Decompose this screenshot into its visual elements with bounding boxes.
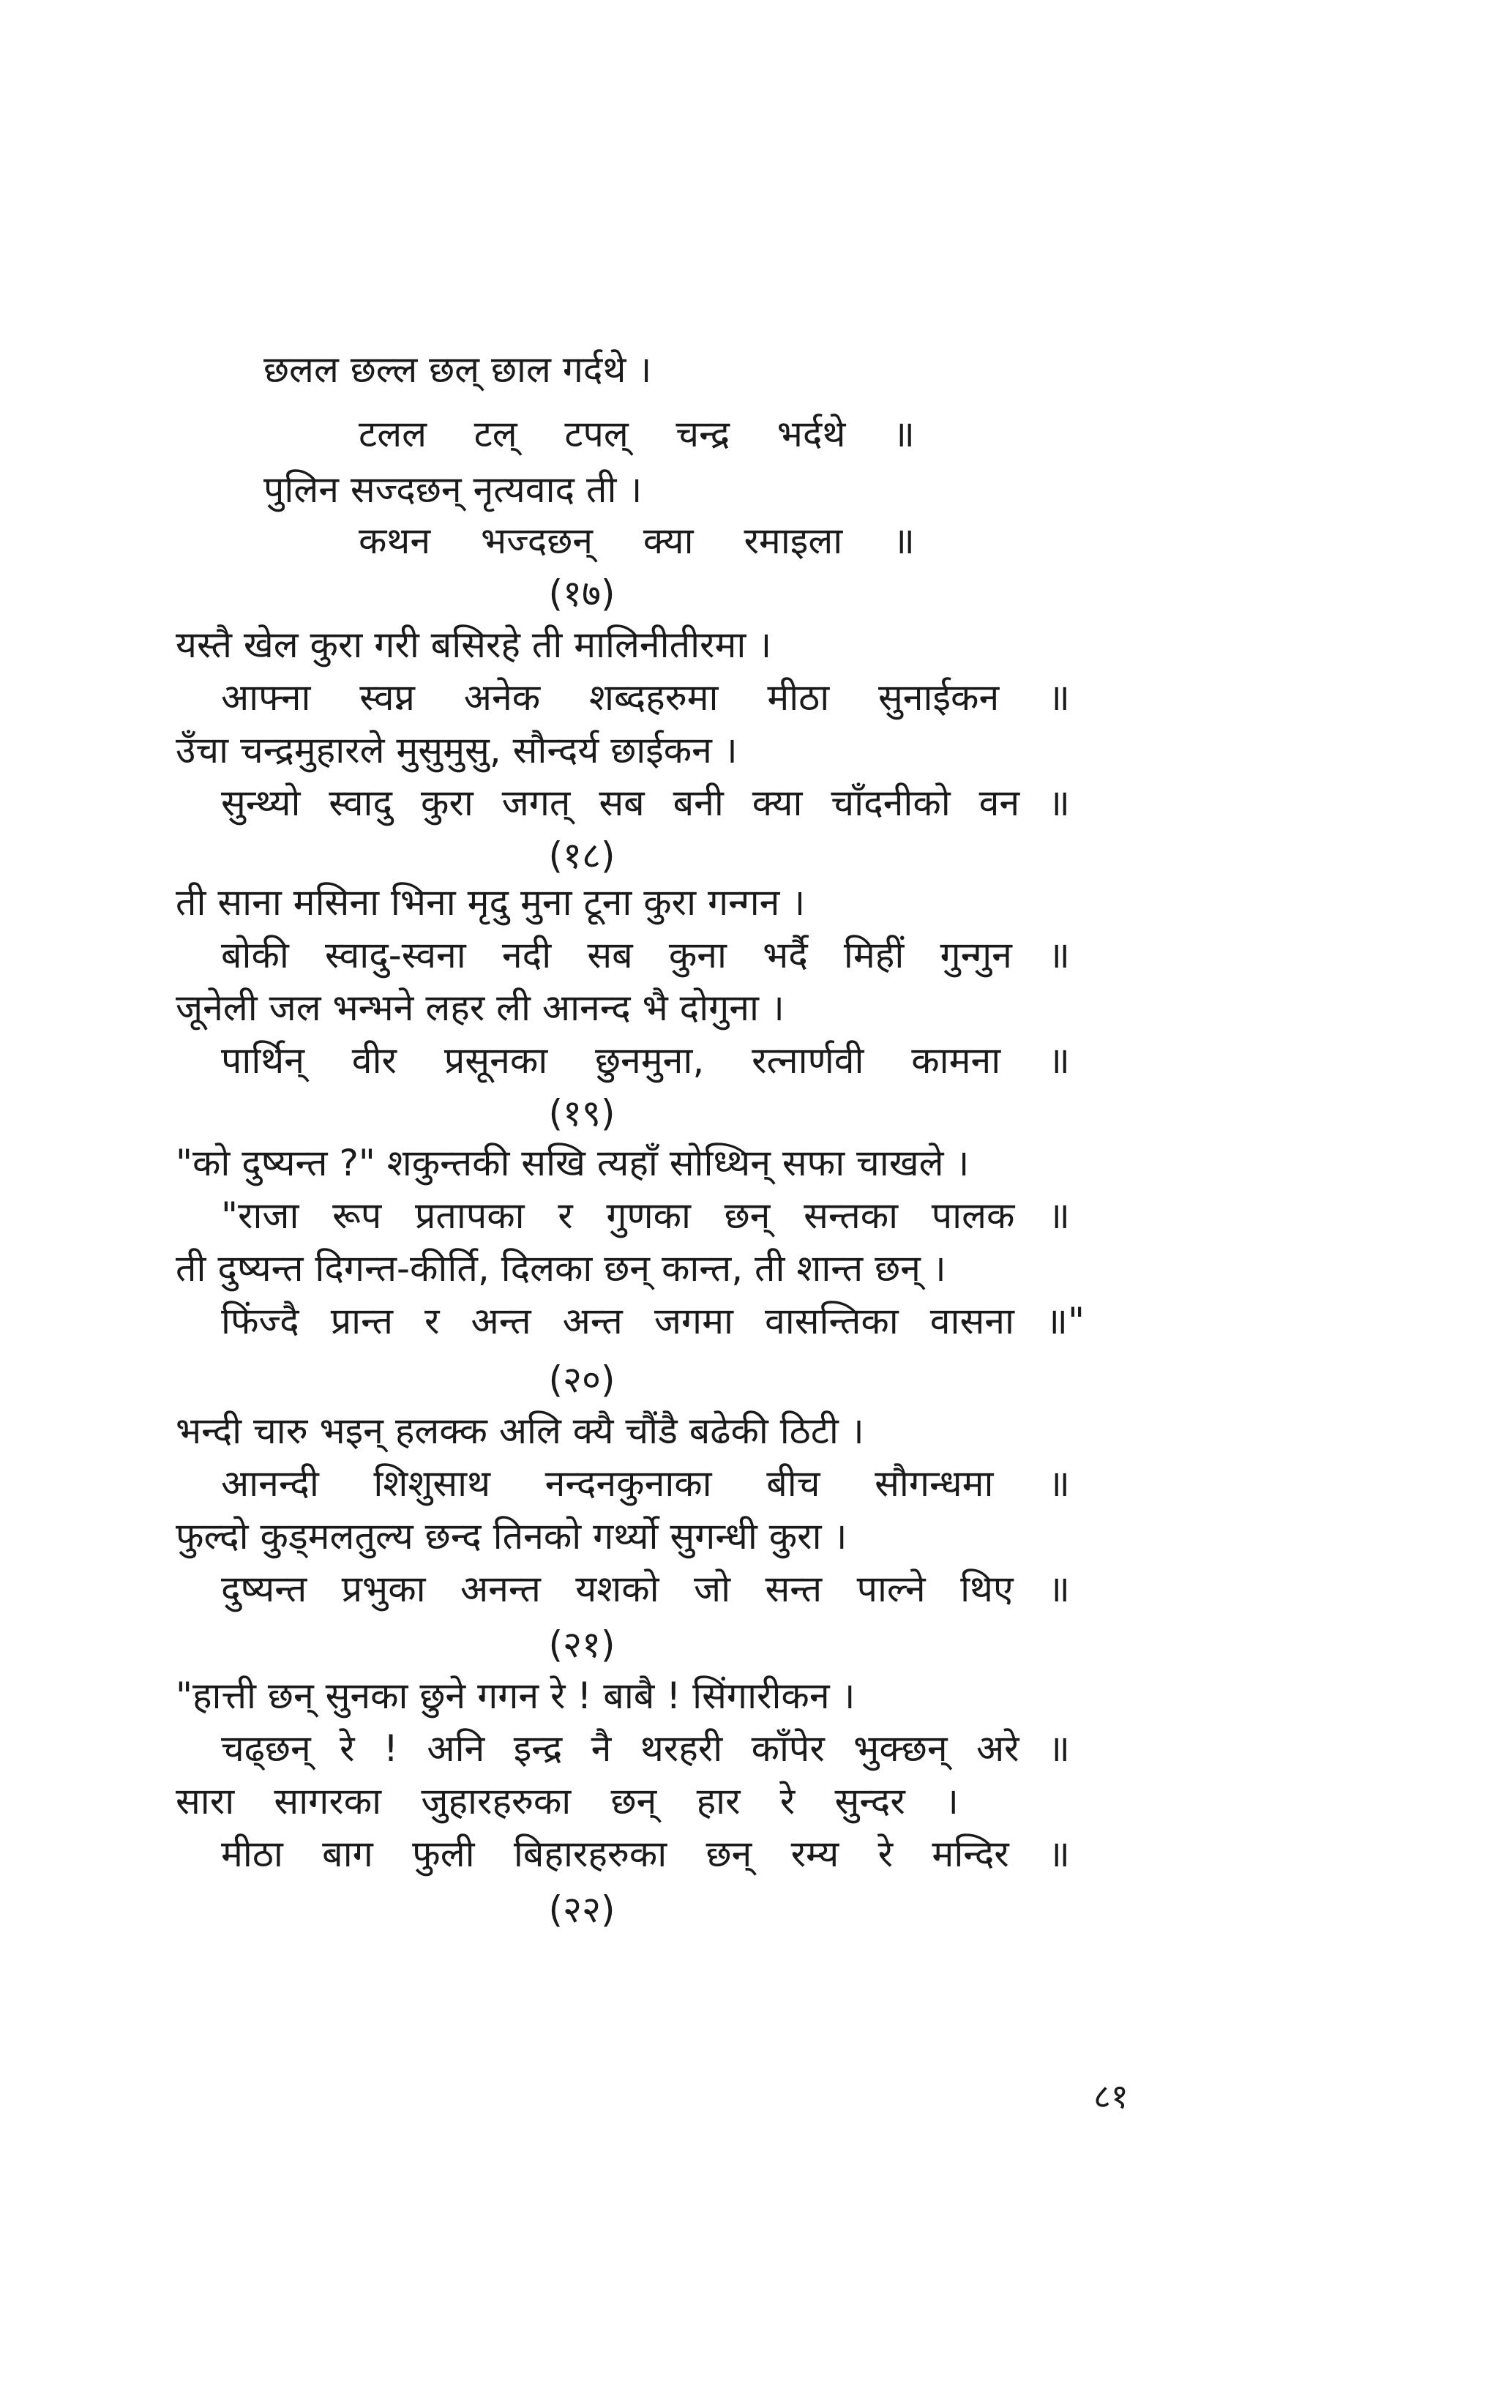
- verse-line: सुन्थ्यो स्वादु कुरा जगत् सब बनी क्या चाँदनीको वन ॥: [221, 782, 1070, 824]
- verse-number: (२०): [548, 1358, 615, 1401]
- verse-line: दुष्यन्त प्रभुका अनन्त यशको जो सन्त पाल्ने थिए ॥: [221, 1568, 1070, 1610]
- verse-line: यस्तै खेल कुरा गरी बसिरहे ती मालिनीतीरमा ।: [176, 624, 772, 666]
- verse-line: सारा सागरका जुहारहरुका छन् हार रे सुन्दर ।: [176, 1780, 959, 1822]
- verse-line: ती दुष्यन्त दिगन्त-कीर्ति, दिलका छन् कान्त, ती शान्त छन् ।: [176, 1247, 946, 1290]
- verse-line: जूनेली जल भन्भने लहर ली आनन्द भै दोगुना ।: [176, 987, 785, 1029]
- verse-line: उँचा चन्द्रमुहारले मुसुमुसु, सौन्दर्य छाईकन ।: [176, 729, 738, 771]
- verse-number: (२१): [548, 1623, 615, 1666]
- verse-line: फुल्दो कुड्मलतुल्य छन्द तिनको गर्थ्यो सुगन्धी कुरा ।: [176, 1515, 847, 1558]
- verse-number: (१८): [548, 834, 615, 877]
- verse-line: आनन्दी शिशुसाथ नन्दनकुनाका बीच सौगन्धमा ॥: [221, 1462, 1070, 1505]
- verse-line: ती साना मसिना भिना मृदु मुना टूना कुरा गन्गन ।: [176, 881, 806, 924]
- verse-line: "हात्ती छन् सुनका छुने गगन रे ! बाबै ! सिंगारीकन ।: [176, 1675, 856, 1717]
- verse-number: (१७): [548, 572, 615, 615]
- verse-line: कथन भज्दछन् क्या रमाइला ॥: [359, 520, 915, 562]
- verse-line: "को दुष्यन्त ?" शकुन्तकी सखि त्यहाँ सोध्थिन् सफा चाखले ।: [176, 1142, 970, 1184]
- verse-line: पुलिन सज्दछन् नृत्यवाद ती ।: [263, 468, 643, 511]
- verse-line: मीठा बाग फुली बिहारहरुका छन् रम्य रे मन्दिर ॥: [221, 1833, 1070, 1875]
- page-number: ८१: [1093, 2076, 1129, 2116]
- verse-line: पार्थिन् वीर प्रसूनका छुनमुना, रत्नार्णवी कामना ॥: [221, 1039, 1070, 1082]
- verse-line: टलल टल् टपल् चन्द्र भर्दथे ॥: [359, 413, 915, 455]
- verse-line: बोकी स्वादु-स्वना नदी सब कुना भर्दै मिहीं गुन्गुन ॥: [221, 934, 1070, 976]
- verse-line: चढ्छन् रे ! अनि इन्द्र नै थरहरी काँपेर भुक्छन् अरे ॥: [221, 1727, 1070, 1770]
- verse-line: फिंज्दै प्रान्त र अन्त अन्त जगमा वासन्तिका वासना ॥": [221, 1300, 1085, 1342]
- verse-number: (२२): [548, 1888, 615, 1931]
- verse-line: "राजा रूप प्रतापका र गुणका छन् सन्तका पालक ॥: [221, 1194, 1070, 1237]
- verse-line: भन्दी चारु भइन् हलक्क अलि क्यै चौंडै बढेकी ठिटी ।: [176, 1410, 864, 1452]
- verse-line: आफ्ना स्वप्न अनेक शब्दहरुमा मीठा सुनाईकन ॥: [221, 676, 1070, 719]
- verse-number: (१९): [548, 1092, 615, 1134]
- verse-line: छलल छल्ल छल् छाल गर्दथे ।: [263, 348, 652, 391]
